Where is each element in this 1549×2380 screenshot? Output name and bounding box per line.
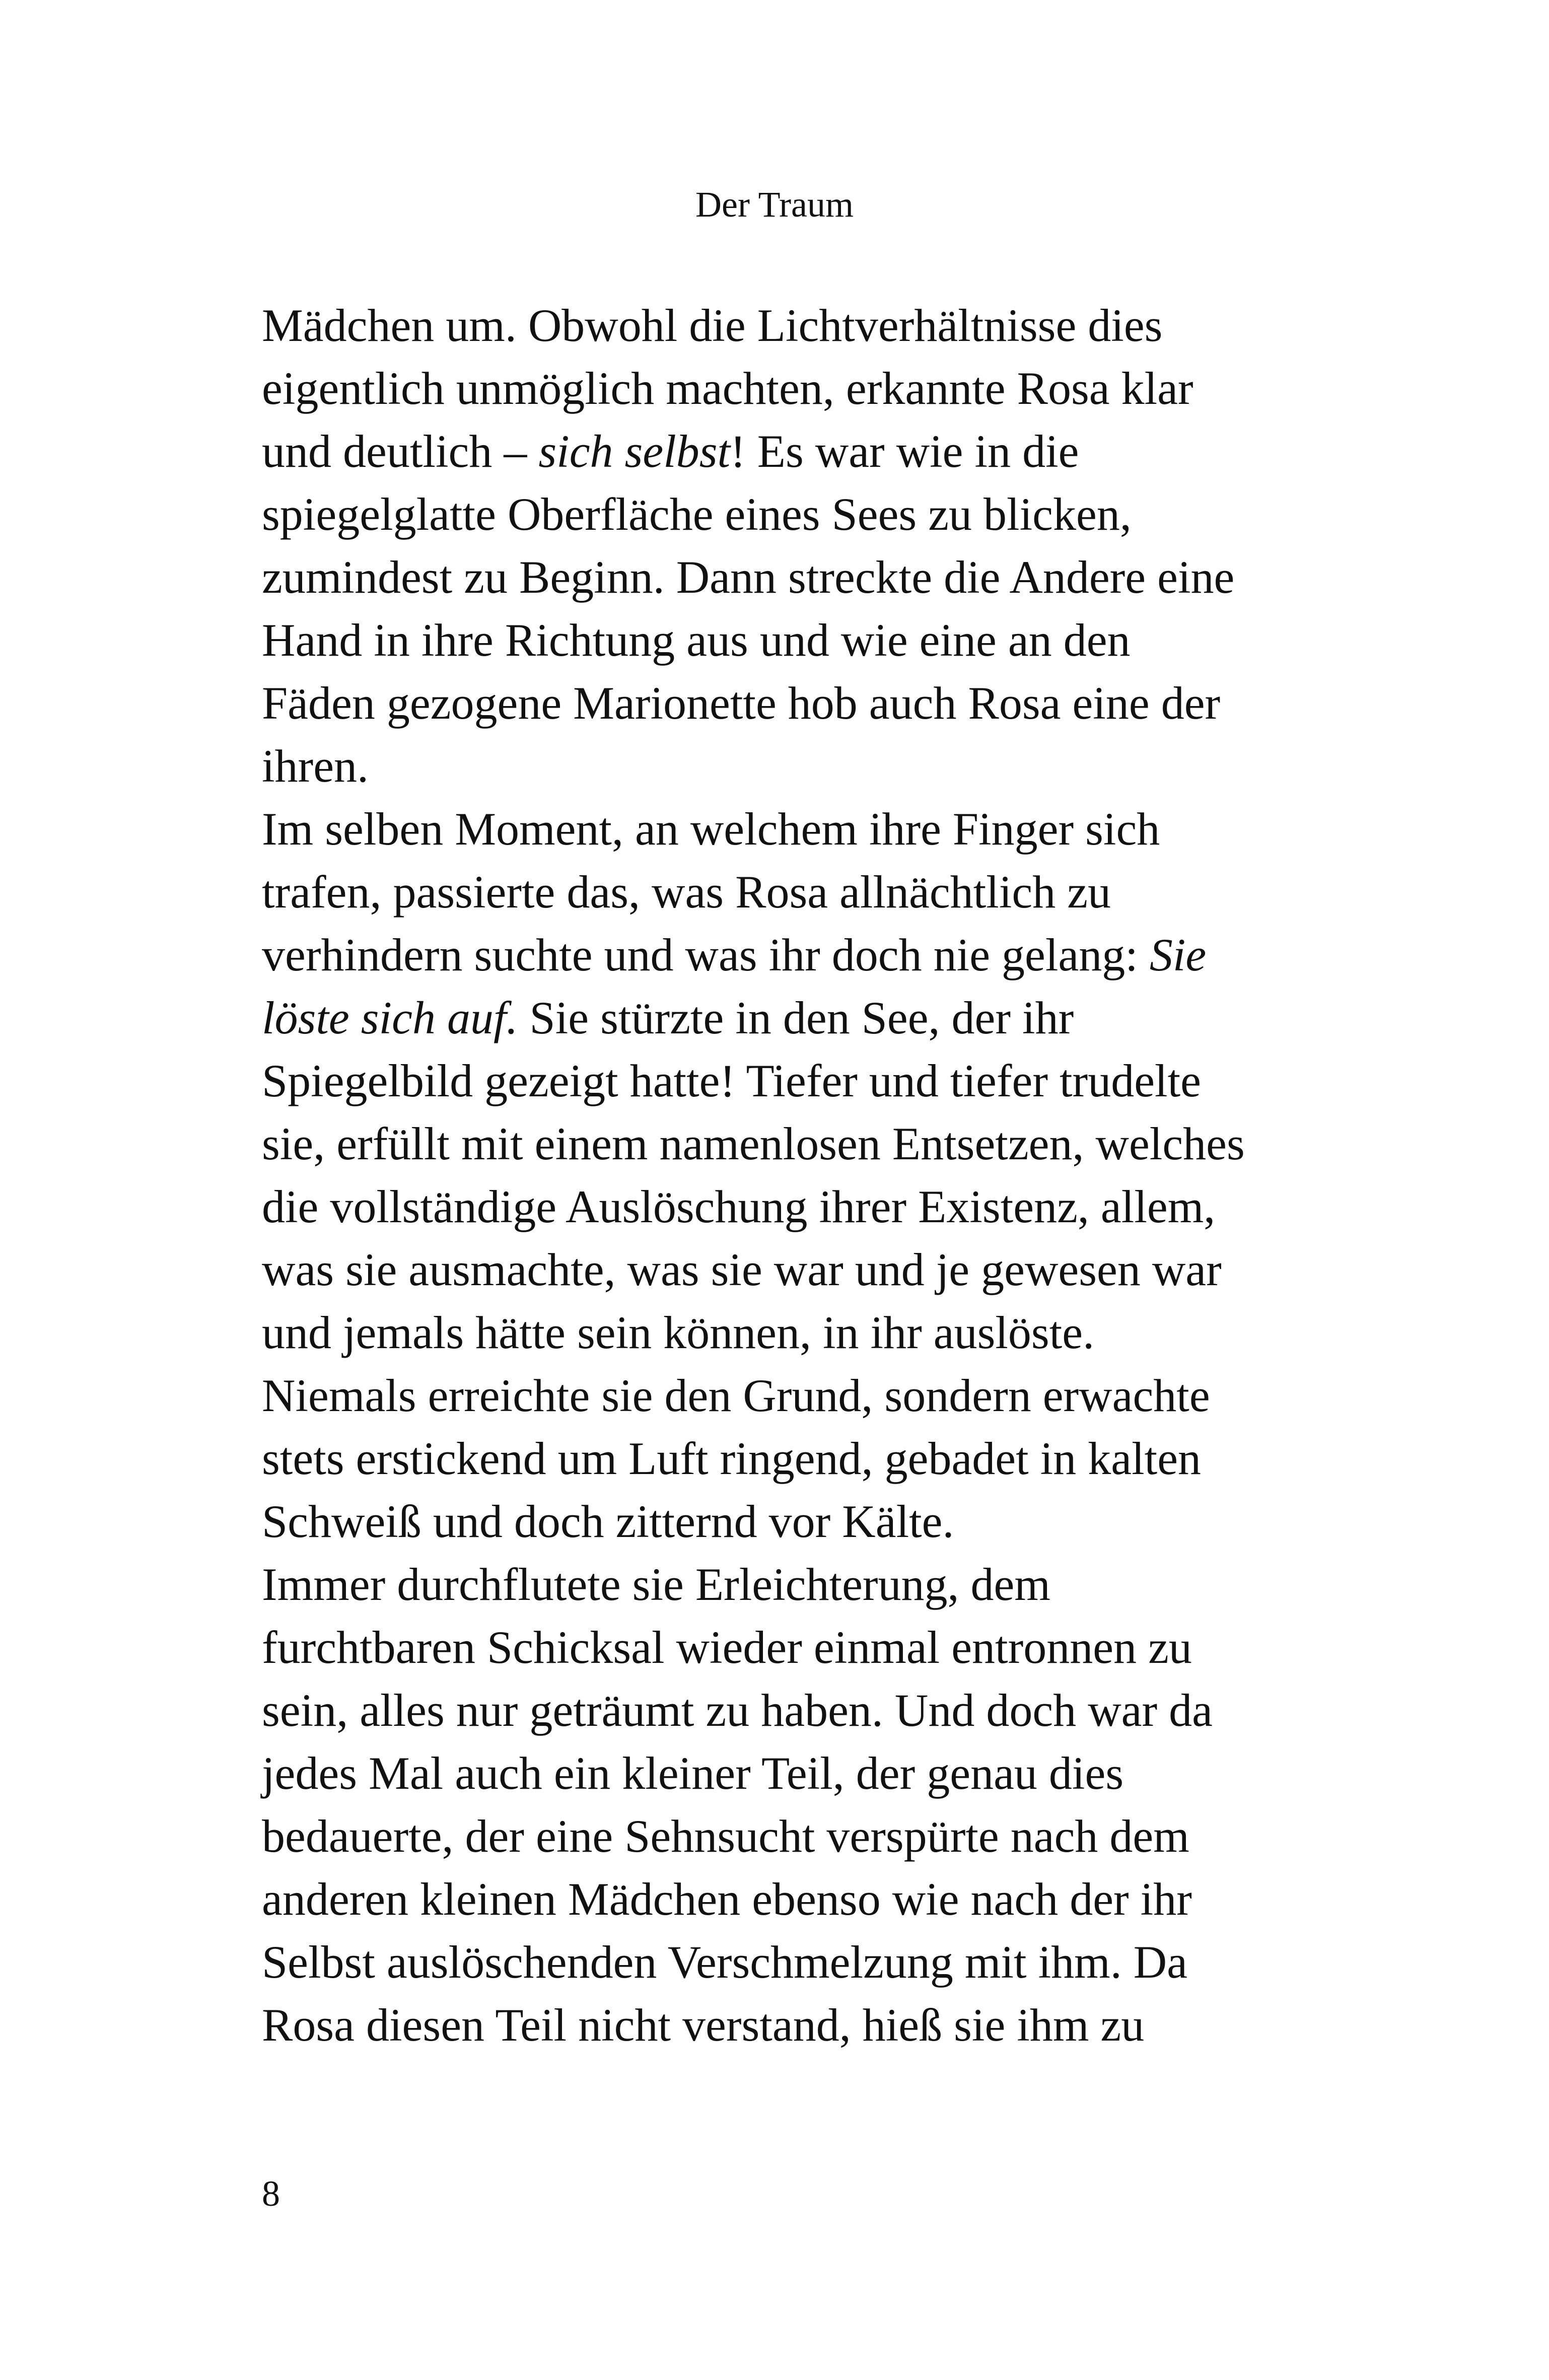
page-number: 8 (262, 2174, 280, 2214)
text-segment: ! Es war wie in die (730, 426, 1079, 477)
italic-phrase: löste sich auf. (262, 992, 518, 1043)
text-line-1: Mädchen um. Obwohl die Lichtverhältnisse dies (262, 300, 1163, 351)
text-line-2: eigentlich unmöglich machten, erkannte Rosa klar (262, 363, 1193, 414)
text-line-4: spiegelglatte Oberfläche eines Sees zu blicken, (262, 488, 1132, 540)
text-line-12 (262, 987, 1294, 1049)
text-line-6: Hand in ihre Richtung aus und wie eine an den (262, 614, 1131, 666)
text-line-7: Fäden gezogene Marionette hob auch Rosa eine der (262, 677, 1221, 729)
text-line-25: bedauerte, der eine Sehnsucht verspürte nach dem (262, 1810, 1189, 1862)
text-line-23: sein, alles nur geträumt zu haben. Und doch war da (262, 1685, 1213, 1736)
text-line-17: und jemals hätte sein können, in ihr auslöste. (262, 1307, 1095, 1358)
text-line-18: Niemals erreichte sie den Grund, sondern erwachte (262, 1370, 1210, 1421)
text-line-11 (262, 924, 1294, 987)
text-line-16: was sie ausmachte, was sie war und je gewesen war (262, 1244, 1222, 1295)
text-segment: verhindern suchte und was ihr doch nie gelang: (262, 929, 1150, 981)
italic-phrase: sich selbst (538, 426, 731, 477)
text-line-8: ihren. (262, 740, 369, 792)
text-line-10: trafen, passierte das, was Rosa allnächtlich zu (262, 866, 1111, 918)
running-header: Der Traum (695, 184, 854, 225)
text-line-5: zumindest zu Beginn. Dann streckte die Andere eine (262, 551, 1235, 603)
text-segment: und deutlich – (262, 426, 539, 477)
text-line-3 (262, 420, 1294, 483)
text-line-20: Schweiß und doch zitternd vor Kälte. (262, 1496, 954, 1547)
text-line-15: die vollständige Auslöschung ihrer Existenz, allem, (262, 1181, 1216, 1232)
text-line-21: Immer durchflutete sie Erleichterung, dem (262, 1559, 1050, 1610)
text-line-22: furchtbaren Schicksal wieder einmal entronnen zu (262, 1622, 1192, 1673)
body-text (262, 294, 1294, 2057)
text-line-13: Spiegelbild gezeigt hatte! Tiefer und tiefer trudelte (262, 1055, 1201, 1106)
text-segment: Sie stürzte in den See, der ihr (518, 992, 1074, 1043)
text-line-19: stets erstickend um Luft ringend, gebadet in kalten (262, 1433, 1202, 1484)
text-line-14: sie, erfüllt mit einem namenlosen Entsetzen, welches (262, 1118, 1245, 1169)
text-line-28: Rosa diesen Teil nicht verstand, hieß sie ihm zu (262, 1999, 1145, 2051)
text-line-9: Im selben Moment, an welchem ihre Finger sich (262, 803, 1160, 855)
text-line-24: jedes Mal auch ein kleiner Teil, der genau dies (262, 1747, 1124, 1799)
text-line-26: anderen kleinen Mädchen ebenso wie nach der ihr (262, 1873, 1192, 1925)
text-line-27: Selbst auslöschenden Verschmelzung mit ihm. Da (262, 1936, 1187, 1988)
italic-phrase: Sie (1149, 929, 1207, 981)
